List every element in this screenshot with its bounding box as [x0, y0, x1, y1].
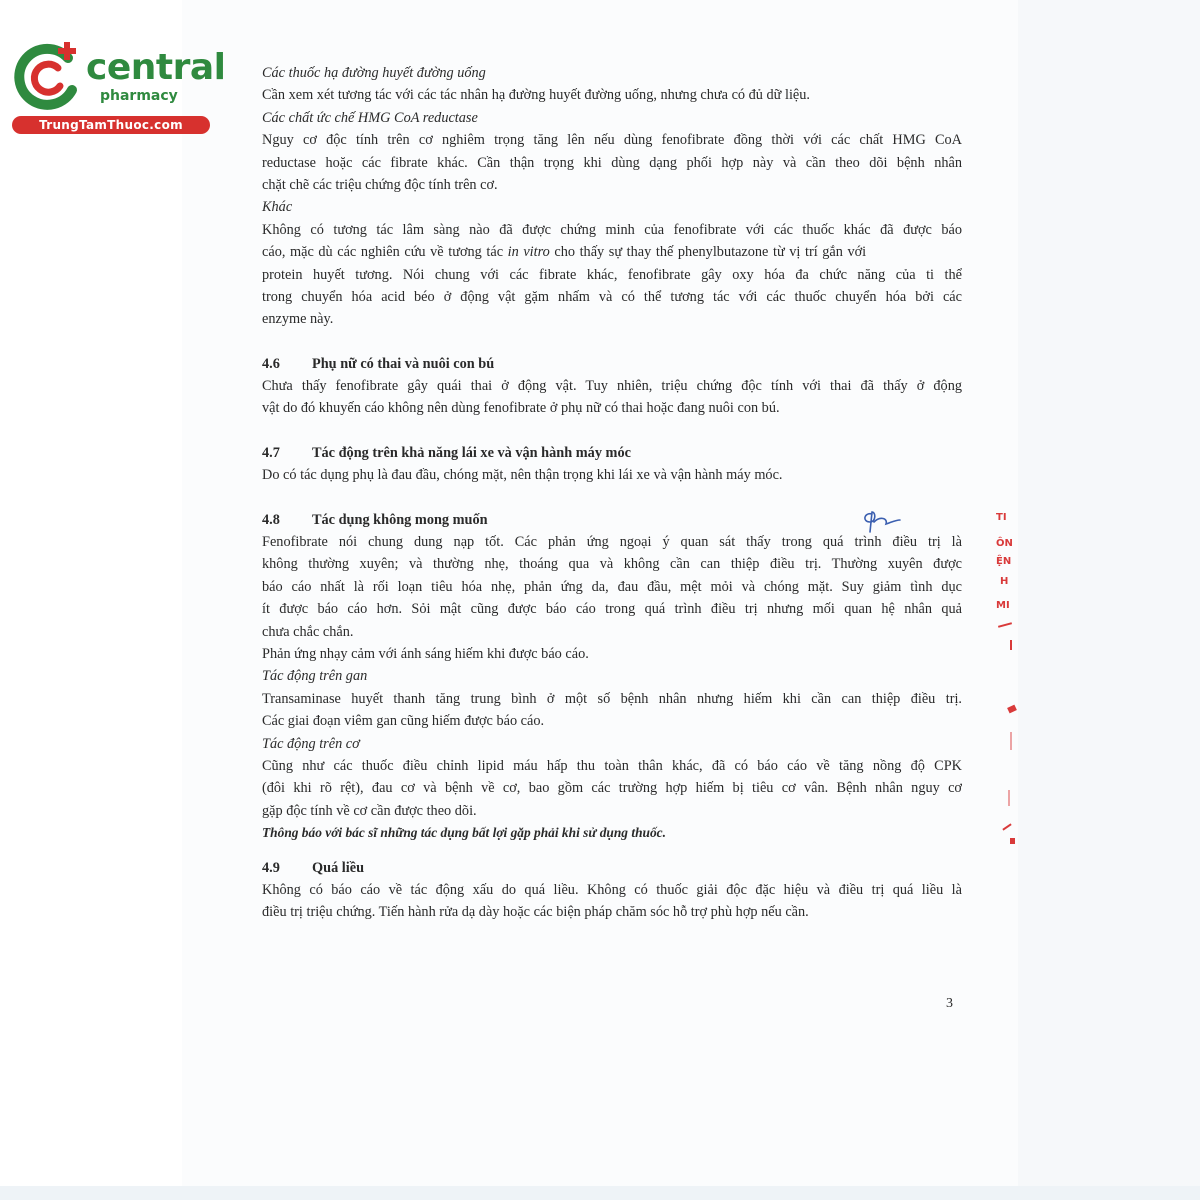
paragraph-line: báo cáo nhất là rối loạn tiêu hóa nhẹ, phản ứng da, đau đầu, mệt mỏi và chóng mặt. Suy giảm tình dục	[262, 578, 962, 595]
paragraph-line: reductase hoặc các fibrate khác. Cần thận trọng khi dùng dạng phối hợp này và cần theo dõi bệnh nhân	[262, 154, 962, 171]
paragraph-line: enzyme này.	[262, 311, 334, 328]
paragraph-line: Cũng như các thuốc điều chỉnh lipid máu hấp thu toàn thân khác, đã có báo cáo về tăng nồng độ CPK	[262, 757, 962, 774]
page-number: 3	[946, 996, 953, 1011]
text-run: cho thấy sự thay thế phenylbutazone từ vị trí gắn với	[549, 244, 867, 261]
section-title: Phụ nữ có thai và nuôi con bú	[312, 355, 495, 372]
paragraph-line: chưa chắc chắn.	[262, 623, 354, 640]
text-run: cáo, mặc dù các nghiên cứu về tương tác	[262, 244, 508, 261]
side-stamp	[996, 500, 1026, 860]
stamp-mark	[1010, 838, 1015, 844]
central-pharmacy-logo[interactable]	[10, 38, 226, 138]
paragraph-line: Do có tác dụng phụ là đau đầu, chóng mặt, nên thận trọng khi lái xe và vận hành máy móc.	[262, 467, 783, 484]
paragraph-line: Không có tương tác lâm sàng nào đã được chứng minh của fenofibrate với các thuốc khác đã được báo	[262, 221, 962, 238]
paragraph-line: Transaminase huyết thanh tăng trung bình ở một số bệnh nhân nhưng hiếm khi cần can thiệp điều trị.	[262, 690, 962, 707]
stamp-text: MI	[996, 600, 1010, 611]
section-heading-4-9	[262, 857, 962, 879]
stamp-text: H	[1000, 576, 1009, 587]
paragraph-line: trong chuyển hóa acid béo ở động vật gặm nhấm và có thể tương tác với các thuốc chuyển hóa bởi các	[262, 288, 962, 305]
in-vitro-term: in vitro	[507, 244, 550, 261]
stamp-text: ỆN	[996, 556, 1012, 567]
paragraph-line: không thường xuyên; và thường nhẹ, thoáng qua và không cần can thiệp điều trị. Thường xuyên được	[262, 556, 962, 573]
stamp-mark	[1010, 640, 1012, 650]
stamp-mark	[1010, 732, 1012, 750]
logo-c-mark-icon	[10, 38, 86, 114]
paragraph-line: chặt chẽ các triệu chứng độc tính trên cơ.	[262, 176, 498, 193]
doctor-notice: Thông báo với bác sĩ những tác dụng bất lợi gặp phải khi sử dụng thuốc.	[262, 825, 666, 841]
document-body	[262, 62, 962, 924]
section-title: Quá liều	[312, 859, 365, 876]
paragraph-line: Chưa thấy fenofibrate gây quái thai ở động vật. Tuy nhiên, triệu chứng độc tính với thai đã thấy ở động	[262, 378, 962, 395]
stamp-text: TI	[996, 512, 1007, 523]
stamp-mark	[1002, 823, 1011, 830]
paragraph-line: Nguy cơ độc tính trên cơ nghiêm trọng tăng lên nếu dùng fenofibrate đồng thời với các chất HMG CoA	[262, 132, 962, 149]
section-number: 4.9	[262, 859, 280, 876]
logo-brand-name: central	[86, 47, 226, 88]
section-heading-4-8	[262, 509, 962, 531]
section-heading-4-6	[262, 353, 962, 375]
logo-site-badge[interactable]: TrungTamThuoc.com	[12, 116, 210, 134]
paragraph-line: Phản ứng nhạy cảm với ánh sáng hiếm khi được báo cáo.	[262, 645, 589, 662]
paragraph-line: Fenofibrate nói chung dung nạp tốt. Các phản ứng ngoại ý quan sát thấy trong quá trình điều trị là	[262, 534, 962, 551]
paragraph-line	[262, 241, 962, 263]
paragraph-line: vật do đó khuyến cáo không nên dùng fenofibrate ở phụ nữ có thai hoặc đang nuôi con bú.	[262, 400, 780, 417]
paragraph-line: gặp độc tính về cơ cần được theo dõi.	[262, 802, 477, 819]
section-number: 4.8	[262, 511, 280, 528]
section-number: 4.6	[262, 355, 280, 372]
subheading-muscle: Tác động trên cơ	[262, 735, 360, 752]
stamp-mark	[1008, 790, 1010, 806]
paragraph-line: Cần xem xét tương tác với các tác nhân hạ đường huyết đường uống, nhưng chưa có đủ dữ liệu.	[262, 87, 811, 104]
stamp-mark	[1007, 705, 1017, 714]
stamp-text: ÔN	[996, 538, 1013, 549]
signature-icon	[858, 506, 902, 536]
paragraph-line: Không có báo cáo về tác động xấu do quá liều. Không có thuốc giải độc đặc hiệu và điều trị quá liều là	[262, 881, 962, 898]
page-edge	[1018, 0, 1200, 1200]
subheading-other: Khác	[262, 199, 293, 216]
subheading-oral-hypoglycemics: Các thuốc hạ đường huyết đường uống	[262, 65, 486, 81]
paragraph-line: ít được báo cáo hơn. Sỏi mật cũng được báo cáo trong quá trình điều trị nhưng mối quan hệ nhân quả	[262, 601, 962, 618]
paragraph-line: (đôi khi rõ rệt), đau cơ và bệnh về cơ, bao gồm các trường hợp hiếm bị tiêu cơ vân. Bệnh nhân nguy cơ	[262, 780, 962, 797]
stamp-mark	[998, 622, 1012, 628]
bottom-band	[0, 1186, 1200, 1200]
section-number: 4.7	[262, 444, 280, 461]
section-heading-4-7	[262, 442, 962, 464]
logo-subtitle: pharmacy	[100, 88, 178, 104]
section-title: Tác dụng không mong muốn	[312, 511, 488, 528]
paragraph-line: Các giai đoạn viêm gan cũng hiếm được báo cáo.	[262, 713, 545, 730]
section-title: Tác động trên khả năng lái xe và vận hành máy móc	[312, 444, 631, 461]
subheading-liver: Tác động trên gan	[262, 668, 368, 685]
paragraph-line: protein huyết tương. Nói chung với các fibrate khác, fenofibrate gây oxy hóa đa chức năng của ti thể	[262, 266, 962, 283]
subheading-hmg-coa: Các chất ức chế HMG CoA reductase	[262, 109, 478, 126]
paragraph-line: điều trị triệu chứng. Tiến hành rửa dạ dày hoặc các biện pháp chăm sóc hỗ trợ phù hợp nếu cần.	[262, 904, 809, 921]
